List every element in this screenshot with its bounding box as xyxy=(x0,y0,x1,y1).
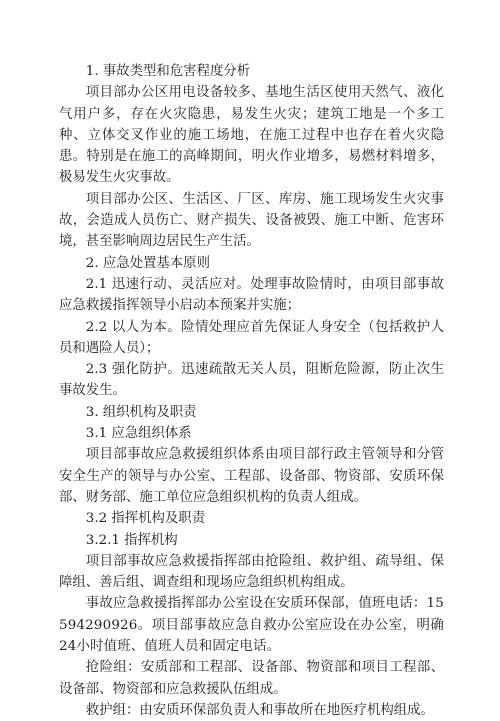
body-paragraph: 救护组：由安质环保部负责人和事故所在地医疗机构组成。 xyxy=(85,702,434,718)
list-item: 2.2 以人为本。险情处理应首先保证人身安全（包括救护人员和遇险人员）； xyxy=(59,319,444,356)
list-item: 2.3 强化防护。迅速疏散无关人员，阻断危险源，防止次生事故发生。 xyxy=(59,362,444,399)
body-paragraph-hotline: 事故应急救援指挥部办公室设在安质环保部，值班电话：15594290926。项目部事故应急自救办公室应设在办公室，明确24小时值班、值班人员和固定电话。 xyxy=(59,596,444,655)
body-paragraph: 项目部办公区、生活区、厂区、库房、施工现场发生火灾事故，会造成人员伤亡、财产损失、设备被毁、施工中断、危害环境，甚至影响周边居民生产生活。 xyxy=(59,191,444,250)
section-heading: 2. 应急处置基本原则 xyxy=(85,255,210,271)
section-heading: 1. 事故类型和危害程度分析 xyxy=(85,64,251,79)
subsection-heading: 3.2 指挥机构及职责 xyxy=(85,511,206,527)
list-item: 2.1 迅速行动、灵活应对。处理事故险情时，由项目部事故应急救援指挥领导小启动本预案并实施； xyxy=(59,276,444,314)
subsection-heading: 3.2.1 指挥机构 xyxy=(85,532,178,548)
document-body xyxy=(59,61,444,721)
body-paragraph: 项目部事故应急救援组织体系由项目部行政主管领导和分管安全生产的领导与办公室、工程部、设备部、物资部、安质环保部、财务部、施工单位应急组织机构的负责人组成。 xyxy=(59,447,444,505)
body-paragraph: 项目部事故应急救援指挥部由抢险组、救护组、疏导组、保障组、善后组、调查组和现场应急组织机构组成。 xyxy=(59,553,444,591)
subsection-heading: 3.1 应急组织体系 xyxy=(85,426,192,442)
section-heading: 3. 组织机构及职责 xyxy=(85,404,197,420)
body-paragraph: 抢险组：安质部和工程部、设备部、物资部和项目工程部、设备部、物资部和应急救援队伍组成。 xyxy=(59,660,444,697)
body-paragraph: 项目部办公区用电设备较多、基地生活区使用天然气、液化气用户多，存在火灾隐患，易发生火灾；建筑工地是一个多工种、立体交叉作业的施工场地，在施工过程中也存在着火灾隐患。特别是在施工的高峰期间，明火作业增多，易燃材料增多，极易发生火灾事故。 xyxy=(59,85,444,186)
